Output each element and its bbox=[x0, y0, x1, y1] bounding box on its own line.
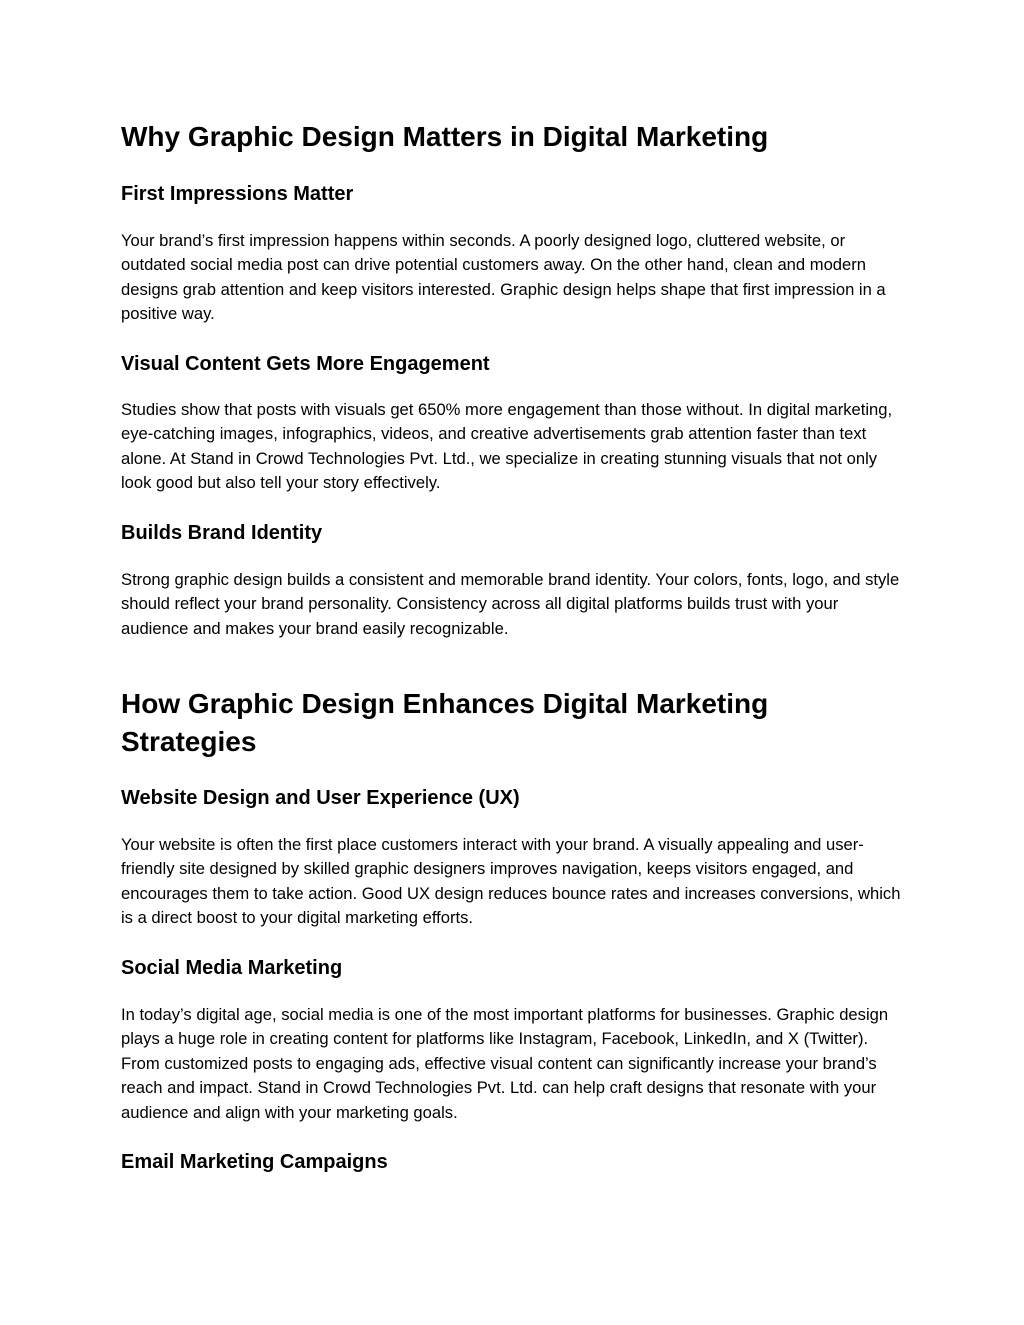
subsection-heading: Website Design and User Experience (UX) bbox=[121, 787, 520, 809]
subsection-heading: Builds Brand Identity bbox=[121, 522, 323, 544]
subsection-heading: Visual Content Gets More Engagement bbox=[121, 353, 490, 375]
section-title: How Graphic Design Enhances Digital Marketing Strategies bbox=[121, 688, 769, 757]
paragraph: Studies show that posts with visuals get 650% more engagement than those without. In digital marketing, eye-catching images, infographics, videos, and creative advertisements grab attention faster than text alone. At Stand in Crowd Technologies Pvt. Ltd., we specialize in creating stunning visuals that not only look good but also tell your story effectively. bbox=[121, 400, 893, 493]
paragraph: Your website is often the first place customers interact with your brand. A visually appealing and user-friendly site designed by skilled graphic designers improves navigation, keeps visitors engaged, and encourages them to take action. Good UX design reduces bounce rates and increases conversions, which is a direct boost to your digital marketing efforts. bbox=[121, 835, 901, 928]
paragraph: Strong graphic design builds a consistent and memorable brand identity. Your colors, fonts, logo, and style should reflect your brand personality. Consistency across all digital platforms builds trust with your audience and makes your brand easily recognizable. bbox=[121, 570, 900, 638]
section-title: Why Graphic Design Matters in Digital Marketing bbox=[121, 121, 769, 152]
paragraph: In today’s digital age, social media is one of the most important platforms for businesses. Graphic design plays a huge role in creating content for platforms like Instagram, Facebook, LinkedIn, and X (Twitter). From customized posts to engaging ads, effective visual content can significantly increase your brand’s reach and impact. Stand in Crowd Technologies Pvt. Ltd. can help craft designs that resonate with your audience and align with your marketing goals. bbox=[121, 1005, 889, 1122]
subsection-heading: First Impressions Matter bbox=[121, 183, 354, 205]
subsection-heading: Email Marketing Campaigns bbox=[121, 1151, 388, 1173]
subsection-heading: Social Media Marketing bbox=[121, 957, 343, 979]
paragraph: Your brand’s first impression happens within seconds. A poorly designed logo, cluttered website, or outdated social media post can drive potential customers away. On the other hand, clean and modern designs grab attention and keep visitors interested. Graphic design helps shape that first impression in a positive way. bbox=[121, 231, 886, 324]
